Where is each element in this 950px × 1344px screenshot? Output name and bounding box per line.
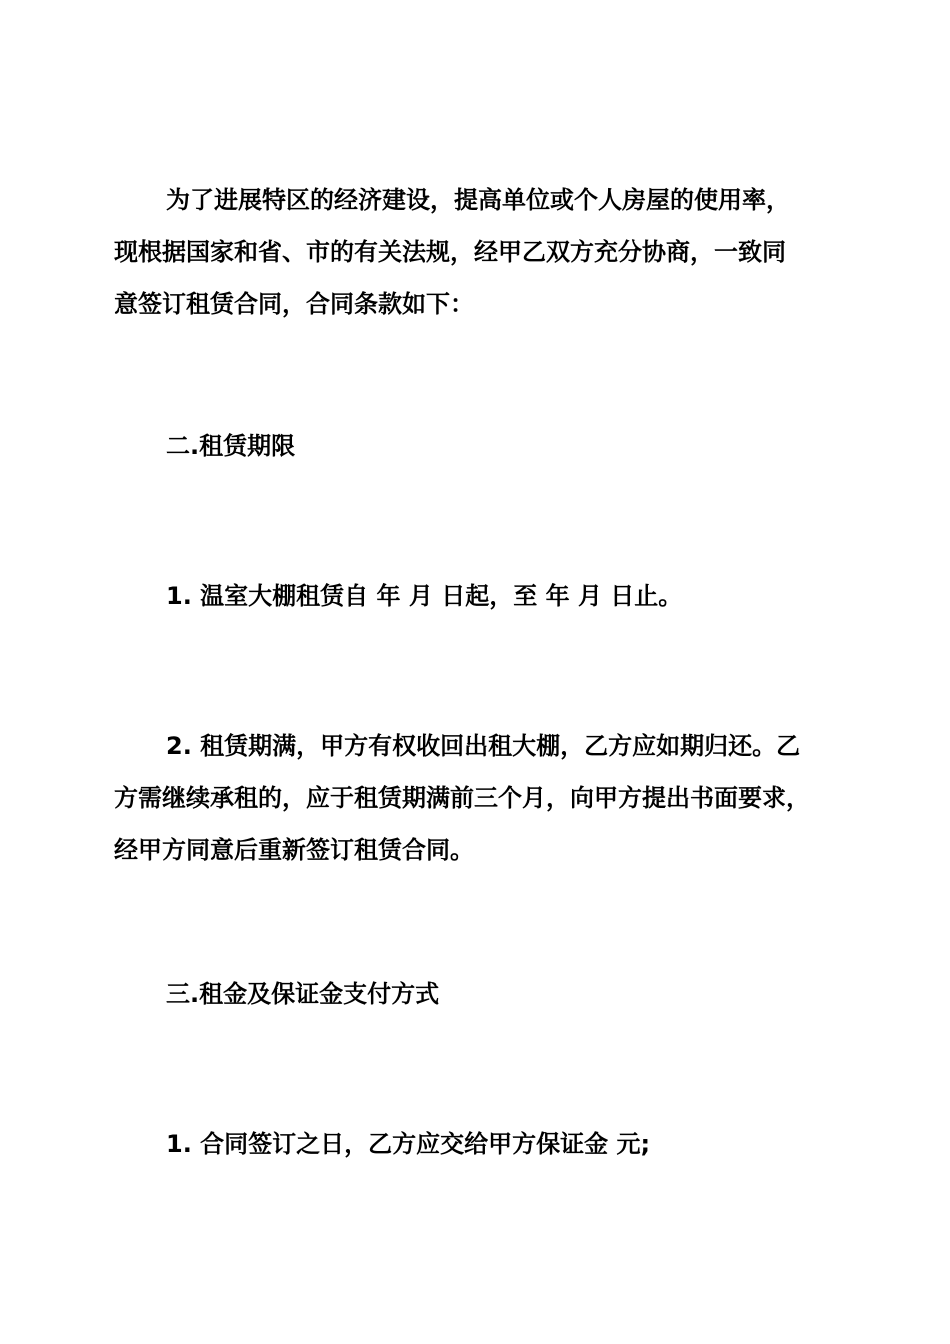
section-2-heading-text: 二.租赁期限 (166, 432, 296, 460)
section-3-item-1-text: 1. 合同签订之日，乙方应交给甲方保证金 元; (166, 1130, 651, 1158)
section-3-heading (114, 968, 854, 1020)
section-2-item-1 (114, 570, 854, 622)
section-2-item-2-line-2: 方需继续承租的，应于租赁期满前三个月，向甲方提出书面要求， (114, 784, 810, 812)
section-3-heading-text: 三.租金及保证金支付方式 (166, 980, 440, 1008)
section-2-item-2-line-1: 2. 租赁期满，甲方有权收回出租大棚，乙方应如期归还。乙 (166, 732, 801, 760)
section-2-item-2 (114, 720, 854, 876)
section-2-heading (114, 420, 854, 472)
intro-line-2: 现根据国家和省、市的有关法规，经甲乙双方充分协商，一致同 (114, 238, 786, 266)
intro-line-3: 意签订租赁合同，合同条款如下： (114, 290, 474, 318)
section-2-item-2-line-3: 经甲方同意后重新签订租赁合同。 (114, 836, 474, 864)
section-3-item-1 (114, 1118, 854, 1170)
intro-line-1: 为了进展特区的经济建设，提高单位或个人房屋的使用率， (166, 186, 790, 214)
intro-paragraph (114, 174, 854, 330)
section-2-item-1-text: 1. 温室大棚租赁自 年 月 日起，至 年 月 日止。 (166, 582, 683, 610)
